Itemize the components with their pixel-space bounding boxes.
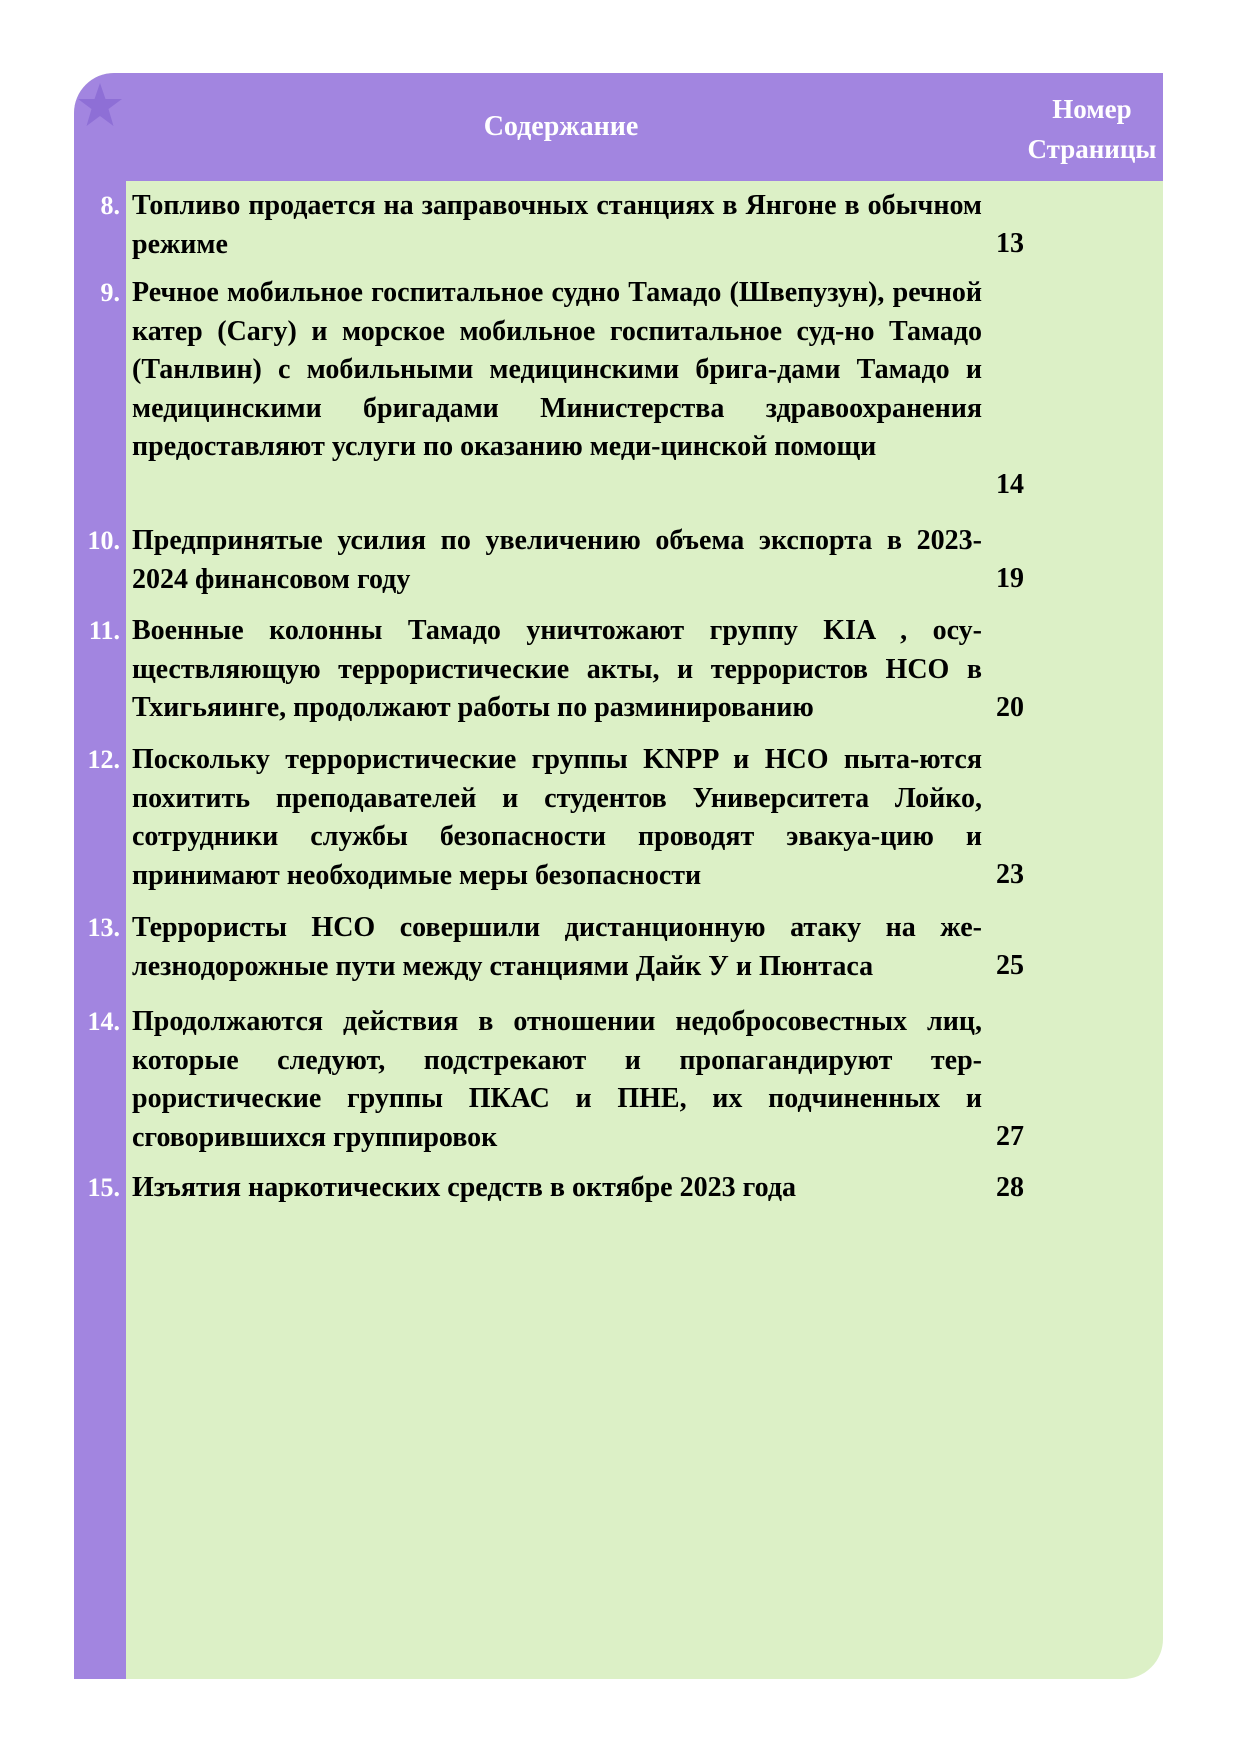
entry-page-number: 20 — [996, 692, 1024, 723]
entry-number: 14. — [87, 1007, 120, 1036]
star-icon — [76, 77, 124, 137]
entry-number: 11. — [88, 616, 120, 645]
contents-page — [74, 73, 1163, 1679]
entry-number: 13. — [87, 913, 120, 942]
entry-number: 15. — [87, 1173, 120, 1202]
entry-page-number: 27 — [996, 1121, 1024, 1152]
page-number-heading — [1021, 89, 1163, 169]
entry-page-number: 19 — [996, 563, 1024, 594]
entry-number: 8. — [100, 191, 120, 220]
entry-title: Предпринятые усилия по увеличению объема экспорта в 2023-2024 финансовом году — [132, 525, 982, 595]
contents-header — [126, 73, 1163, 181]
entry-number: 10. — [87, 526, 120, 555]
entry-title: Топливо продается на заправочных станциях в Янгоне в обычном режиме — [132, 190, 982, 260]
entry-title: Военные колонны Тамадо уничтожают группу KIA , осу-ществляющую террористические акты, и террористов НСО в Тхигьяинге, продолжают работы по разминированию — [132, 615, 982, 723]
entry-page-number: 13 — [996, 228, 1024, 259]
entry-number: 9. — [100, 278, 120, 307]
entry-page-number: 25 — [996, 950, 1024, 981]
entry-title: Изъятия наркотических средств в октябре 2023 года — [132, 1172, 796, 1203]
entry-title: Речное мобильное госпитальное судно Тамадо (Швепузун), речной катер (Сагу) и морское мобильное госпитальное суд-но Тамадо (Танлвин) с мобильными медицинскими брига-дами Тамадо и медицинскими бригадами Министерства здравоохранения предоставляют услуги по оказанию меди-цинской помощи — [132, 277, 982, 462]
page-number-heading-line1: Номер — [1052, 94, 1132, 124]
entry-title: Поскольку террористические группы KNPP и НСО пыта-ются похитить преподавателей и студентов Университета Лойко, сотрудники службы безопасности проводят эвакуа-цию и принимают необходимые меры безопасности — [132, 744, 982, 891]
entry-title: Террористы НСО совершили дистанционную атаку на же-лезнодорожные пути между станциями Дайк У и Пюнтаса — [132, 912, 982, 982]
entry-page-number: 28 — [996, 1172, 1024, 1203]
page-number-heading-line2: Страницы — [1027, 134, 1157, 164]
entry-page-number: 23 — [996, 859, 1024, 890]
entry-page-number: 14 — [996, 469, 1024, 500]
entry-title: Продолжаются действия в отношении недобросовестных лиц, которые следуют, подстрекают и пропагандируют тер-рористические группы ПКАС и ПНЕ, их подчиненных и сговорившихся группировок — [132, 1006, 982, 1153]
contents-title: Содержание — [483, 111, 639, 142]
entry-number: 12. — [87, 745, 120, 774]
sidebar-stripe — [74, 73, 126, 1679]
